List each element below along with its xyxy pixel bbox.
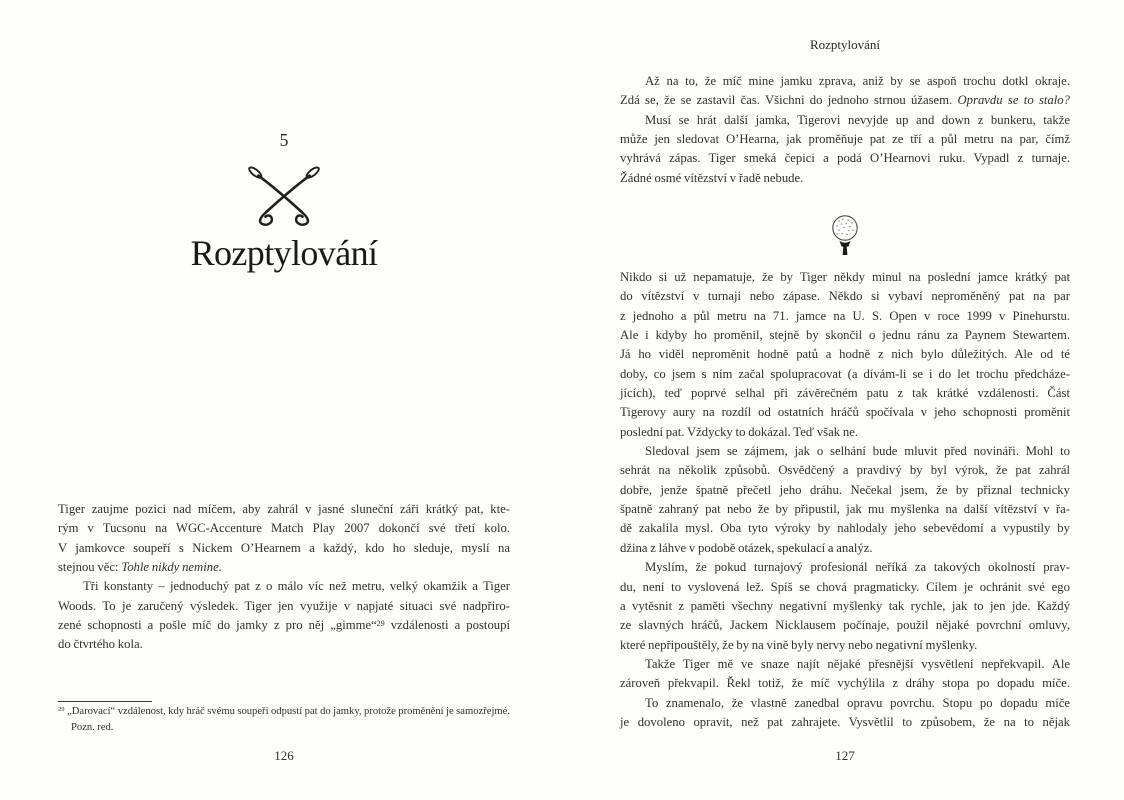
chapter-number: 5 [279,130,289,150]
text-line: Musí se hrát další jamka, Tigerovi nevyjde up and down z bunkeru, takže [645,112,1070,127]
text-line: V jamkovce soupeří s Nickem O’Hearnem a každý, kdo ho sleduje, myslí na [58,540,510,555]
body-text-right-bottom [620,268,1070,732]
text-line: Žádné osmé vítězství v řadě nebude. [620,170,804,185]
text-line: špatně zahraný pat nebo že by připustil, jak mu myšlenka na další vítězství v řa- [620,502,1070,517]
text-line: Ale i kdyby ho proměnil, stejně by skončil o jednu ránu za Paynem Stewartem. [620,328,1070,343]
text-line: Až na to, že míč mine jamku zprava, aniž by se aspoň trochu dotkl okraje. [645,74,1070,88]
running-header: Rozptylování [809,37,881,52]
text-line: které nepřipouštěly, že by na vině byly nervy nebo negativní myšlenky. [620,637,978,652]
text-line: doby, co jsem s ním začal spolupracovat (a dívám-li se i do let trochu předcháze- [620,366,1070,381]
footnote [58,704,510,735]
text-line: Tiger zaujme pozici nad míčem, aby zahrál v jasné sluneční záři krátký pat, kte- [58,502,510,516]
text-line: do čtvrtého kola. [58,637,143,652]
right-page [620,0,1070,800]
text-line: zené schopnosti a pošle míč do jamky z pro něj „gimme“$^{29}$ vzdálenosti a postoupí [58,618,511,633]
text-line: du, není to vyslovená lež. Spíš se chová pragmaticky. Cílem je ochránit své ego [620,579,1070,594]
page-number-right: 127 [835,748,855,763]
paragraph [620,558,1070,655]
text-line: Já ho viděl neproměnit hodně patů a hodně z nich bylo důležitých. Ale od té [620,347,1070,362]
text-line: Tři konstanty – jednoduchý pat z o málo víc než metru, velký okamžik a Tiger [83,579,510,594]
text-line: vyhrává zápas. Tiger smeká čepici a podá O’Hearnovi ruku. Vypadl z turnaje. [620,151,1070,166]
text-line: je dovoleno opravit, než pat zahrajete. Vysvětlil to způsobem, že na to nějak [620,714,1070,729]
body-text-right-top [620,72,1070,188]
text-line: poslední pat. Vždycky to dokázal. Teď však ne. [620,424,859,439]
paragraph [620,655,1070,694]
text-line: ze slavných hráčů, Jackem Nicklausem počínaje, použil nějaké povrchní omluvy, [620,618,1070,633]
left-page [58,0,510,800]
text-line: To znamenalo, že vlastně zanedbal opravu povrchu. Stopu po dopadu míče [645,695,1070,710]
paragraph [620,694,1070,733]
text-line: Tigerovy aury na rozdíl od ostatních hráčů spočívala v jeho schopnosti proměnit [620,405,1070,420]
footnote-divider [58,701,152,702]
paragraph [620,268,1070,442]
text-line: $^{29}$ „Darovací“ vzdálenost, kdy hráč svému soupeři odpustí pat do jamky, protože proměnění je samozřejmé. [58,706,510,717]
text-line: džina z láhve v podobě otázek, spekulací a analýz. [620,540,873,555]
text-line: jících), teď poprvé selhal při závěrečném patu z tak krátké vzdálenosti. Část [620,386,1070,401]
paragraph [620,442,1070,558]
text-line: zároveň překvapil. Řekl totiž, že míč vychýlila z dráhy stopa po dopadu míče. [620,676,1070,691]
chapter-title: Rozptylování [190,233,378,273]
text-line: dě zakalila mysl. Oba tyto výroky by nahlodaly jeho sebevědomí a vypustily by [620,521,1070,536]
text-line: rým v Tucsonu na WGC-Accenture Match Play 2007 dokončí své třetí kolo. [58,521,510,536]
crossed-golf-clubs-icon [245,164,323,235]
text-line: může jen sledovat O’Hearna, jak proměňuje pat ze tří a půl metru na par, čímž [620,132,1070,147]
text-line: stejnou věc: Tohle nikdy nemine. [58,560,222,575]
text-line: z jednoho a půl metru na 71. jamce na U. S. Open v roce 1999 v Pinehurstu. [620,308,1070,323]
text-line: Takže Tiger mě ve snaze najít nějaké přesnější vysvětlení nepřekvapil. Ale [645,656,1070,671]
text-line: dobře, jenže špatně přečetl jeho dráhu. Nečekal jsem, že by přiznal technicky [620,482,1070,497]
page-number-left: 126 [274,748,294,763]
text-line: Woods. To je zaručený výsledek. Tiger jen využije v napjaté situaci své nadpřiro- [58,598,510,613]
paragraph [58,500,510,577]
text-line: Zdá se, že se zastavil čas. Všichni do jednoho strnou úžasem. Opravdu se to stalo? [620,93,1070,108]
paragraph [58,577,510,654]
text-line: Myslím, že pokud turnajový profesionál neříká za takových okolností prav- [645,560,1070,575]
paragraph [620,72,1070,111]
golf-ball-on-tee-icon [831,214,859,263]
text-line: Sledoval jsem se zájmem, jak o selhání bude mluvit před novináři. Mohl to [645,444,1070,459]
paragraph [620,111,1070,188]
text-line: do vítězství v turnaji nebo zápase. Někdo si vybaví neproměněný pat na par [620,289,1070,304]
body-text-left [58,500,510,655]
text-line: a vytěsnit z paměti všechny negativní myšlenky tak rychle, jak to jen jde. Každý [620,598,1070,613]
text-line: sehrát na několik způsobů. Osvědčený a pravdivý by byl výrok, že pat zahrál [620,463,1070,478]
paragraph [58,704,510,735]
text-line: Pozn. red. [71,721,114,733]
text-line: Nikdo si už nepamatuje, že by Tiger někdy minul na poslední jamce krátký pat [620,270,1070,284]
